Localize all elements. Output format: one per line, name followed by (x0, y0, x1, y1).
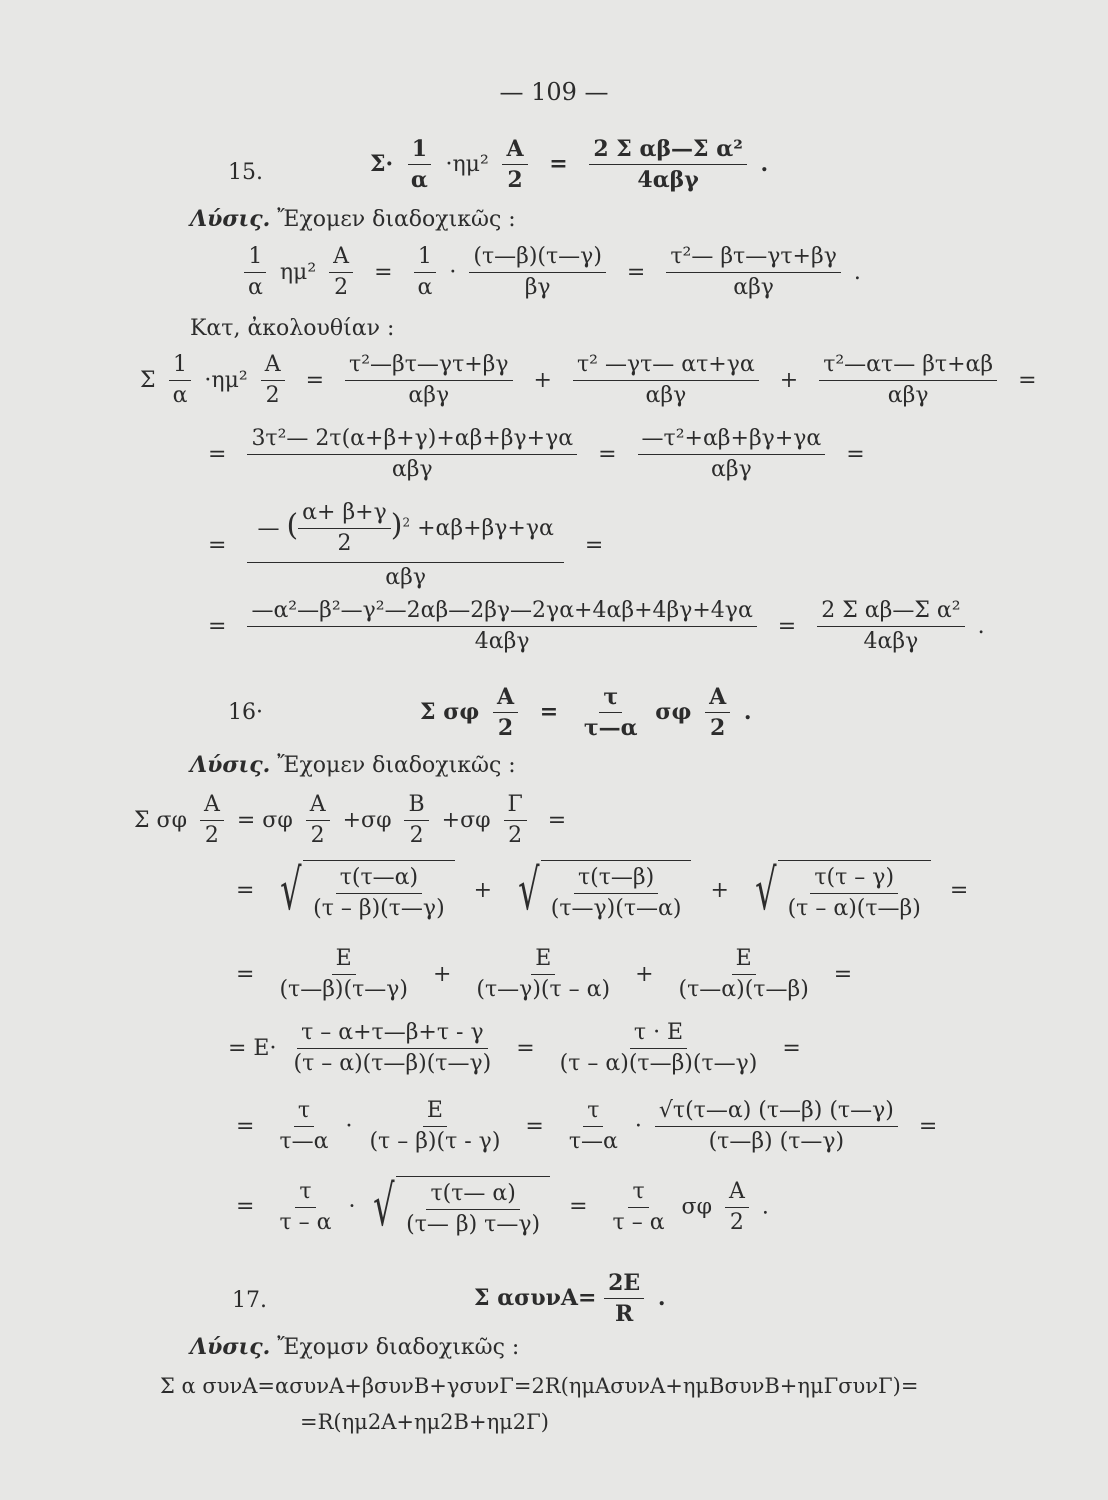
equation-line-3: = $\frac{\text{3τ²— 2τ(α+β+γ)+αβ+βγ+γα}}{\text{αβγ}}$ = $\frac{\text{—τ²+αβ+βγ+γα}}{\text{αβγ}}$ = (208, 426, 865, 483)
equation-line-6: Σ σφ $\frac{A}{2}$ = σφ $\frac{A}{2}$ +σφ $\frac{B}{2}$ +σφ $\frac{\Gamma}{2}$ = (134, 792, 567, 849)
equation-line-9: = E· $\frac{\tau - \alpha+\tau—\beta+\tau - \gamma}{(\tau - \alpha)(\tau—\beta)(\tau—\gamma)}$ = $\frac{\tau \cdot E}{(\tau - \alpha)(\tau—\beta)(\tau—\gamma)}$ = (228, 1020, 801, 1077)
consequently-text: Κατ, ἀκολουθίαν : (190, 316, 395, 341)
sqrt-3: √ $\frac{\tau(\tau - \gamma)}{(\tau - \alpha)(\tau—\beta)}$ (748, 860, 931, 923)
equation-line-13: =R(ημ2A+ημ2B+ημ2Γ) (300, 1410, 549, 1434)
problem-17-number: 17. (232, 1288, 267, 1313)
sqrt-2: √ $\frac{\tau(\tau—\beta)}{(\tau—\gamma)(\tau—\alpha)}$ (511, 860, 691, 923)
sqrt-4: √ $\frac{\tau(\tau— \alpha)}{(\tau— \beta) \tau—\gamma)}$ (366, 1176, 550, 1239)
solution-heading-17: Λύσις. Ἔχομσν διαδοχικῶς : (190, 1334, 520, 1360)
problem-15-statement: Σ· $\frac{1}{\alpha}$ ·ημ² $\frac{A}{2}$ = $\frac{\text{2 Σ αβ—Σ α²}}{\text{4αβγ}}$ . (370, 136, 769, 194)
problem-17-statement: Σ ασυνA= $\frac{2E}{R}$ . (474, 1270, 666, 1328)
equation-line-12: Σ α συνA=ασυνA+βσυνB+γσυνΓ=2R(ημAσυνA+ημBσυνB+ημΓσυνΓ)= (160, 1374, 919, 1398)
solution-heading-15: Λύσις. Ἔχομεν διαδοχικῶς : (190, 206, 516, 232)
page-number: — 109 — (499, 78, 609, 106)
equation-line-7: = √ $\frac{\tau(\tau—\alpha)}{(\tau - \beta)(\tau—\gamma)}$ + √ $\frac{\tau(\tau—\beta)}{(\tau—\gamma)(\tau—\alpha)}$ + √ $\frac{\tau(\tau - \gamma)}{(\tau - \alpha)(\tau—\beta)}$ = (236, 858, 969, 924)
equation-line-10: = $\frac{\tau}{\tau—\alpha}$ · $\frac{E}{(\tau - \beta)(\tau - \gamma)}$ = $\frac{\tau}{\tau—\alpha}$ · $\frac{√\tau(\tau—\alpha) (\tau—\beta) (\tau—\gamma)}{(\tau—\beta) (\tau—\gamma)}$ = (236, 1098, 938, 1155)
solution-heading-16: Λύσις. Ἔχομεν διαδοχικῶς : (190, 752, 516, 778)
equation-line-8: = $\frac{E}{(\tau—\beta)(\tau—\gamma)}$ + $\frac{E}{(\tau—\gamma)(\tau - \alpha)}$ + $\frac{E}{(\tau—\alpha)(\tau—\beta)}$ = (236, 946, 853, 1003)
equation-line-5: = $\frac{\text{—α²—β²—γ²—2αβ—2βγ—2γα+4αβ+4βγ+4γα}}{\text{4αβγ}}$ = $\frac{\text{2 Σ αβ—Σ α²}}{\text{4αβγ}}$ . (208, 598, 985, 655)
problem-16-number: 16· (228, 700, 263, 725)
equation-line-1: $\frac{1}{\alpha}$ ημ² $\frac{A}{2}$ = $\frac{1}{\alpha}$ · $\frac{(\tau—\beta)(\tau—\gamma)}{\beta\gamma}$ = $\frac{\text{τ²— βτ—γτ+βγ}}{\text{αβγ}}$ . (238, 244, 861, 302)
problem-16-statement: Σ σφ $\frac{A}{2}$ = $\frac{\tau}{\tau—\alpha}$ σφ $\frac{A}{2}$ . (420, 684, 752, 742)
equation-line-2: Σ $\frac{1}{\alpha}$ ·ημ² $\frac{A}{2}$ = $\frac{\text{τ²—βτ—γτ+βγ}}{\text{αβγ}}$ + $\frac{\text{τ² —γτ— ατ+γα}}{\text{αβγ}}$ + $\frac{\text{τ²—ατ— βτ+αβ}}{\text{αβγ}}$ = (140, 352, 1037, 409)
equation-line-4: = — ( $\frac{\alpha+ \beta+\gamma}{2}$ )$^2$ +αβ+βγ+γα αβγ = (208, 500, 604, 590)
equation-line-11: = $\frac{\tau}{\tau - \alpha}$ · √ $\frac{\tau(\tau— \alpha)}{(\tau— \beta) \tau—\gamma)}$ = $\frac{\tau}{\tau - \alpha}$ σφ $\frac{A}{2}$ . (236, 1174, 769, 1240)
problem-15-number: 15. (228, 160, 263, 185)
sqrt-1: √ $\frac{\tau(\tau—\alpha)}{(\tau - \beta)(\tau—\gamma)}$ (273, 860, 454, 923)
